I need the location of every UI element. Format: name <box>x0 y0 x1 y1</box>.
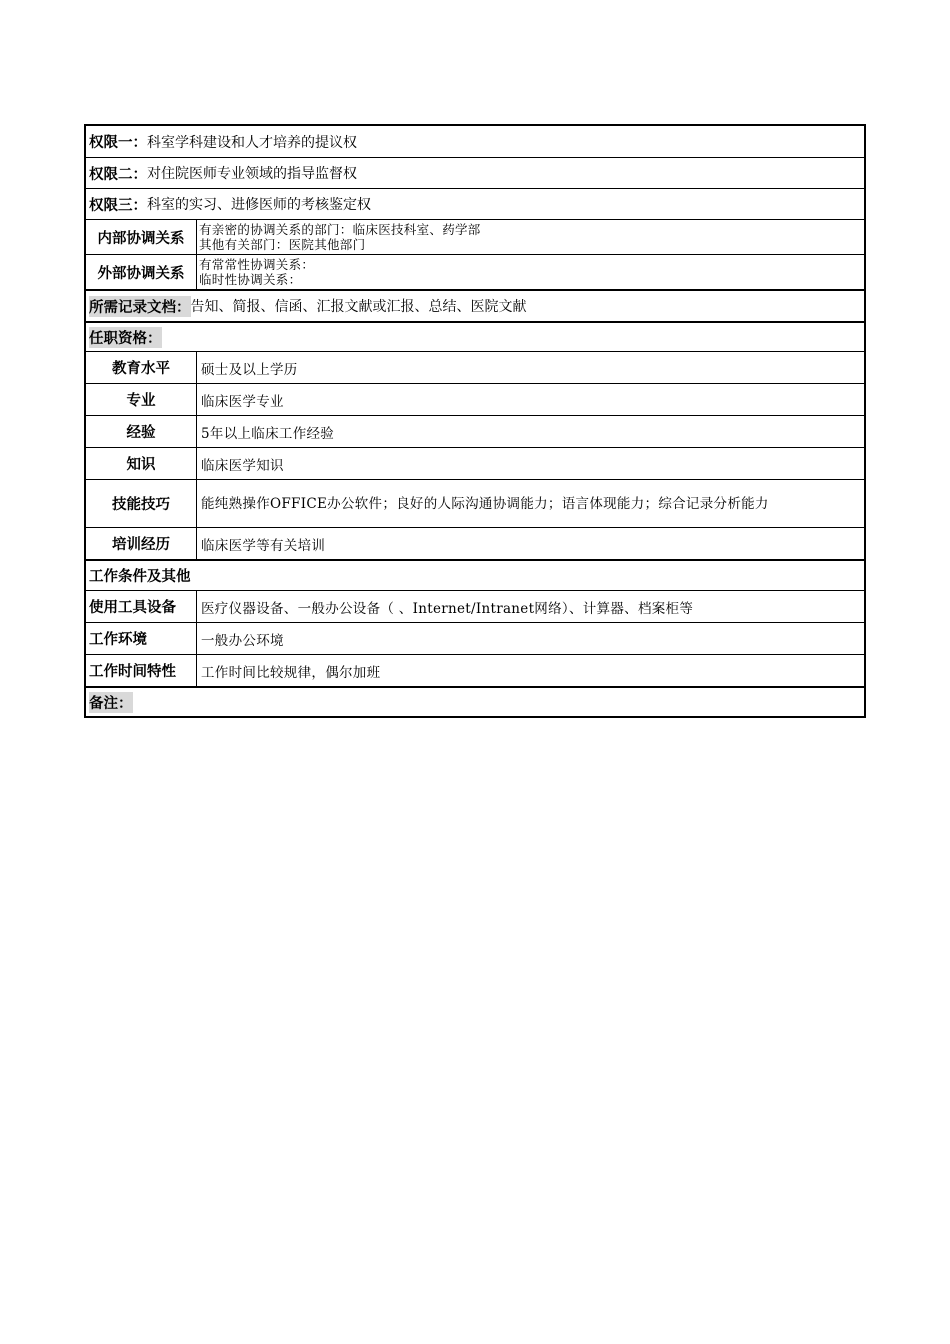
knowledge-label: 知识 <box>86 448 197 479</box>
environment-value: 一般办公环境 <box>201 632 284 649</box>
conditions-header-row <box>86 559 864 590</box>
authority-1-text: 科室学科建设和人才培养的提议权 <box>147 134 357 151</box>
knowledge-value: 临床医学知识 <box>201 457 284 474</box>
tools-label: 使用工具设备 <box>86 591 197 622</box>
authority-2-text: 对住院医师专业领域的指导监督权 <box>147 166 357 182</box>
authority-row-3 <box>86 188 864 219</box>
qualification-header: 任职资格： <box>89 327 162 348</box>
conditions-header: 工作条件及其他 <box>89 569 191 585</box>
environment-label: 工作环境 <box>86 623 197 654</box>
conditions-row-tools <box>86 590 864 622</box>
skills-value: 能纯熟操作OFFICE办公软件；良好的人际沟通协调能力；语言体现能力；综合记录分析能力 <box>201 495 769 512</box>
conditions-row-environment <box>86 622 864 654</box>
internal-coordination-line-1: 有亲密的协调关系的部门：临床医技科室、药学部 <box>199 222 481 237</box>
experience-value: 5年以上临床工作经验 <box>201 425 335 442</box>
qualification-header-row <box>86 321 864 351</box>
experience-label: 经验 <box>86 416 197 447</box>
training-label: 培训经历 <box>86 528 197 559</box>
authority-row-2 <box>86 157 864 188</box>
external-coordination-row <box>86 254 864 289</box>
major-value: 临床医学专业 <box>201 393 284 410</box>
authority-1-label: 权限一： <box>89 135 147 151</box>
internal-coordination-line-2: 其他有关部门：医院其他部门 <box>199 237 366 252</box>
records-text: 告知、简报、信函、汇报文献或汇报、总结、医院文献 <box>190 299 527 315</box>
notes-row <box>86 686 864 716</box>
qualification-row-knowledge <box>86 447 864 479</box>
internal-coordination-row <box>86 219 864 254</box>
work-time-label: 工作时间特性 <box>86 655 197 686</box>
qualification-row-education <box>86 351 864 383</box>
authority-2-label: 权限二： <box>89 166 147 183</box>
major-label: 专业 <box>86 384 197 415</box>
qualification-row-skills <box>86 479 864 527</box>
work-time-value: 工作时间比较规律，偶尔加班 <box>201 664 381 681</box>
records-row <box>86 289 864 321</box>
job-description-table <box>84 124 866 718</box>
qualification-row-training <box>86 527 864 559</box>
external-coordination-line-2: 临时性协调关系： <box>199 272 302 287</box>
training-value: 临床医学等有关培训 <box>201 537 326 554</box>
authority-3-text: 科室的实习、进修医师的考核鉴定权 <box>147 197 371 213</box>
records-label: 所需记录文档： <box>89 296 191 317</box>
skills-label: 技能技巧 <box>86 480 197 527</box>
authority-row-1 <box>86 126 864 157</box>
conditions-row-work-time <box>86 654 864 686</box>
external-coordination-label: 外部协调关系 <box>86 255 197 289</box>
notes-label: 备注： <box>89 692 133 713</box>
internal-coordination-label: 内部协调关系 <box>86 220 197 254</box>
education-label: 教育水平 <box>86 352 197 383</box>
tools-value: 医疗仪器设备、一般办公设备（ 、Internet/Intranet网络）、计算器、档案柜等 <box>201 600 694 617</box>
authority-3-label: 权限三： <box>89 197 147 214</box>
education-value: 硕士及以上学历 <box>201 361 298 378</box>
external-coordination-line-1: 有常常性协调关系： <box>199 257 315 272</box>
qualification-row-major <box>86 383 864 415</box>
qualification-row-experience <box>86 415 864 447</box>
